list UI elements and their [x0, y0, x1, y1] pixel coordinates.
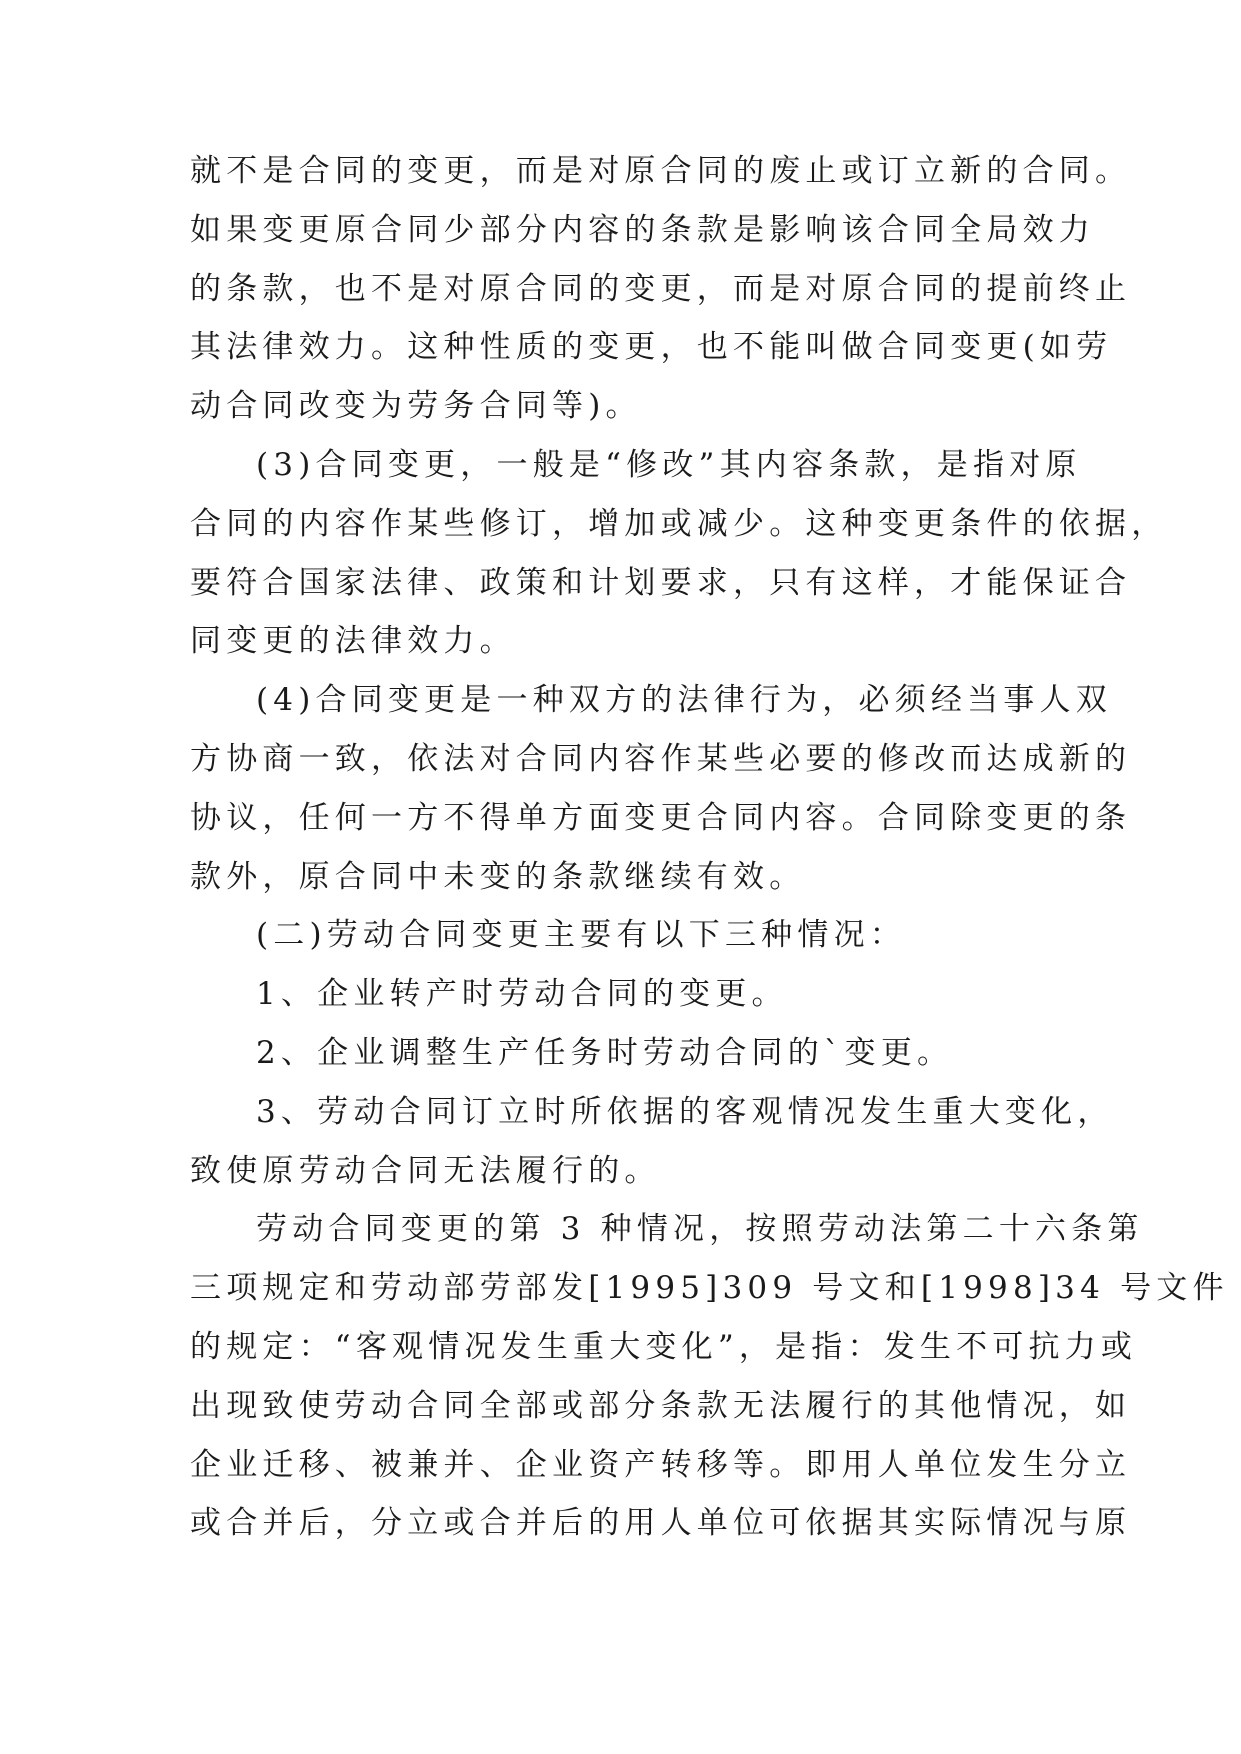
text-line: 其法律效力。这种性质的变更，也不能叫做合同变更(如劳 [190, 329, 1113, 366]
text-line: 或合并后，分立或合并后的用人单位可依据其实际情况与原 [190, 1505, 1132, 1542]
text-line: 协议，任何一方不得单方面变更合同内容。合同除变更的条 [190, 799, 1132, 836]
text-line: 款外，原合同中未变的条款继续有效。 [190, 858, 806, 895]
text-line: (4)合同变更是一种双方的法律行为，必须经当事人双 [256, 682, 1112, 719]
text-line: 动合同改变为劳务合同等)。 [190, 388, 642, 425]
text-line: 就不是合同的变更，而是对原合同的废止或订立新的合同。 [190, 153, 1132, 189]
text-line: 三项规定和劳动部劳部发[1995]309 号文和[1998]34 号文件 [190, 1270, 1229, 1307]
text-line: 方协商一致，依法对合同内容作某些必要的修改而达成新的 [190, 740, 1132, 777]
text-line: 如果变更原合同少部分内容的条款是影响该合同全局效力 [190, 211, 1095, 248]
text-line: 3、劳动合同订立时所依据的客观情况发生重大变化， [256, 1093, 1114, 1130]
text-line: 1、企业转产时劳动合同的变更。 [256, 976, 788, 1013]
document-body [190, 142, 1229, 1553]
text-line: 出现致使劳动合同全部或部分条款无法履行的其他情况，如 [190, 1387, 1132, 1424]
text-line: 合同的内容作某些修订，增加或减少。这种变更条件的依据， [190, 505, 1168, 542]
text-line: 致使原劳动合同无法履行的。 [190, 1152, 661, 1189]
text-line: 的规定：“客观情况发生重大变化”，是指：发生不可抗力或 [190, 1328, 1138, 1365]
text-line: 的条款，也不是对原合同的变更，而是对原合同的提前终止 [190, 270, 1132, 307]
text-line: 2、企业调整生产任务时劳动合同的`变更。 [256, 1034, 954, 1071]
text-line: 劳动合同变更的第 3 种情况，按照劳动法第二十六条第 [256, 1211, 1144, 1248]
text-line: (二)劳动合同变更主要有以下三种情况： [256, 917, 906, 954]
text-line: 企业迁移、被兼并、企业资产转移等。即用人单位发生分立 [190, 1446, 1132, 1483]
text-line: 要符合国家法律、政策和计划要求，只有这样，才能保证合 [190, 564, 1132, 601]
text-line: (3)合同变更，一般是“修改”其内容条款，是指对原 [256, 446, 1082, 483]
text-line: 同变更的法律效力。 [190, 623, 516, 660]
